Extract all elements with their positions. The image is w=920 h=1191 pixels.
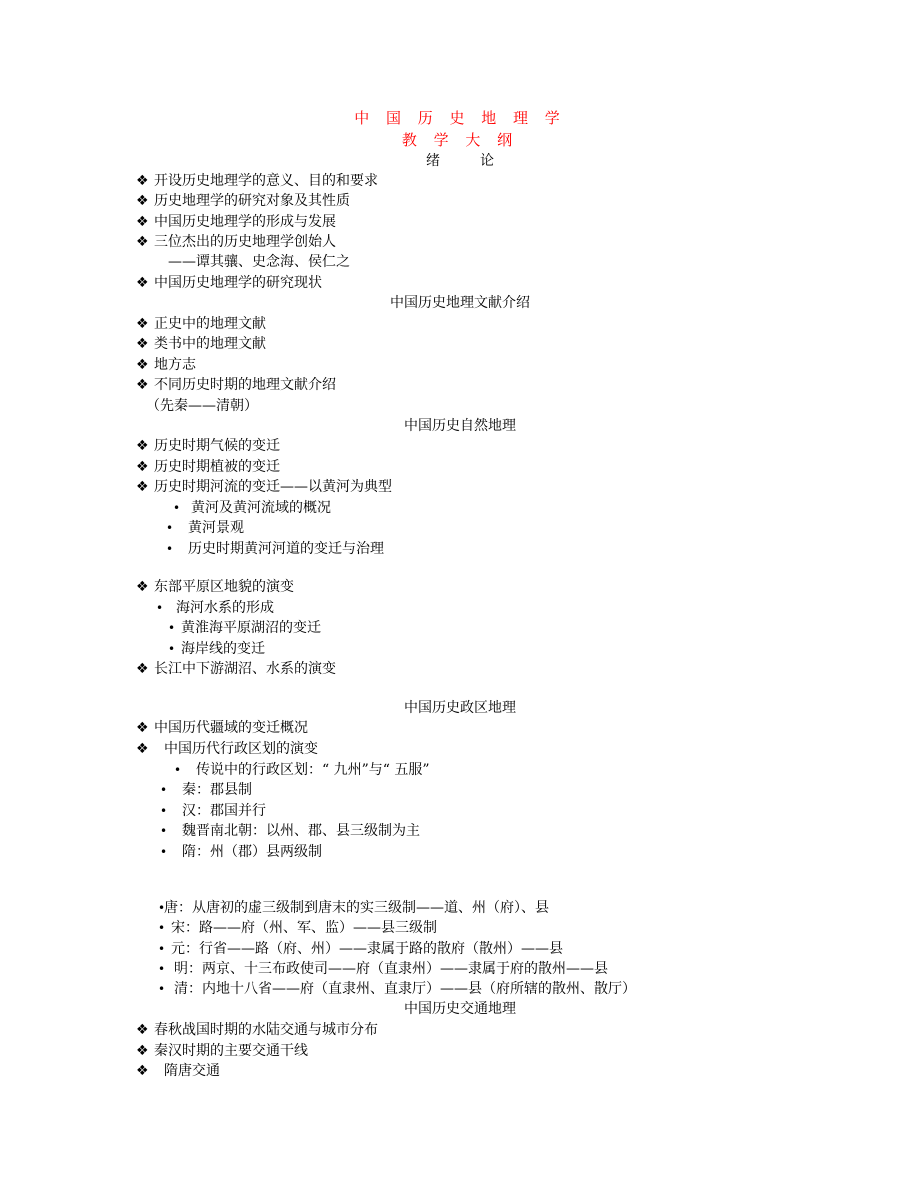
list-item: ❖ 中国历史地理学的研究现状 — [136, 275, 322, 291]
transport-heading: 中国历史交通地理 — [404, 1001, 516, 1017]
bullet-icon: • — [158, 942, 166, 956]
list-item: ❖ 中国历代疆域的变迁概况 — [136, 720, 308, 736]
bullet-icon: • — [160, 845, 168, 859]
diamond-bullet-icon: ❖ — [136, 357, 149, 373]
list-item: • 黄河景观 — [166, 520, 244, 536]
list-item: • 隋：州（郡）县两级制 — [160, 844, 322, 860]
diamond-bullet-icon: ❖ — [136, 275, 149, 291]
list-item: ❖ 开设历史地理学的意义、目的和要求 — [136, 173, 378, 189]
list-item: • 魏晋南北朝：以州、郡、县三级制为主 — [160, 823, 420, 839]
doc-subtitle: 教 学 大 纲 — [401, 131, 519, 149]
doc-title: 中 国 历 史 地 理 学 — [354, 109, 566, 127]
list-item: ❖ 隋唐交通 — [136, 1063, 220, 1079]
list-item: • 历史时期黄河河道的变迁与治理 — [166, 541, 384, 557]
diamond-bullet-icon: ❖ — [136, 438, 149, 454]
list-item: • 元：行省——路（府、州）——隶属于路的散府（散州）——县 — [158, 941, 563, 957]
bullet-icon: • — [168, 642, 176, 656]
diamond-bullet-icon: ❖ — [136, 741, 149, 757]
diamond-bullet-icon: ❖ — [136, 1022, 149, 1038]
list-item: ❖ 长江中下游湖沼、水系的演变 — [136, 661, 336, 677]
list-item: ❖ 地方志 — [136, 357, 196, 373]
intro-heading: 绪 论 — [426, 153, 494, 169]
list-item: • 明：两京、十三布政使司——府（直隶州）——隶属于府的散州——县 — [158, 961, 608, 977]
list-item: ❖ 正史中的地理文献 — [136, 316, 266, 332]
list-item: ❖ 历史时期河流的变迁——以黄河为典型 — [136, 479, 392, 495]
bullet-icon: • — [158, 982, 166, 996]
diamond-bullet-icon: ❖ — [136, 459, 149, 475]
list-item: ❖ 秦汉时期的主要交通干线 — [136, 1043, 308, 1059]
list-item: ❖ 三位杰出的历史地理学创始人 — [136, 234, 336, 250]
diamond-bullet-icon: ❖ — [136, 720, 149, 736]
list-item: ——谭其骧、史念海、侯仁之 — [168, 254, 350, 270]
list-item: ❖ 历史地理学的研究对象及其性质 — [136, 193, 350, 209]
bullet-icon: • — [158, 901, 166, 915]
list-item: ❖ 东部平原区地貌的演变 — [136, 579, 294, 595]
list-item: • 清：内地十八省——府（直隶州、直隶厅）——县（府所辖的散州、散厅） — [158, 981, 636, 997]
diamond-bullet-icon: ❖ — [136, 579, 149, 595]
list-item: ❖ 中国历史地理学的形成与发展 — [136, 214, 336, 230]
list-item: • 汉：郡国并行 — [160, 803, 266, 819]
diamond-bullet-icon: ❖ — [136, 193, 149, 209]
list-item: • 宋：路——府（州、军、监）——县三级制 — [158, 920, 437, 936]
list-item: • 海河水系的形成 — [156, 600, 274, 616]
bullet-icon: • — [156, 601, 164, 615]
diamond-bullet-icon: ❖ — [136, 1063, 149, 1079]
list-item: • 黄河及黄河流域的概况 — [173, 500, 331, 516]
list-item: ❖ 春秋战国时期的水陆交通与城市分布 — [136, 1022, 378, 1038]
diamond-bullet-icon: ❖ — [136, 214, 149, 230]
bullet-icon: • — [158, 921, 166, 935]
list-item: ❖ 历史时期气候的变迁 — [136, 438, 280, 454]
bullet-icon: • — [166, 542, 174, 556]
natural-heading: 中国历史自然地理 — [404, 418, 516, 434]
diamond-bullet-icon: ❖ — [136, 336, 149, 352]
list-item: ❖ 历史时期植被的变迁 — [136, 459, 280, 475]
list-item: ❖ 类书中的地理文献 — [136, 336, 266, 352]
diamond-bullet-icon: ❖ — [136, 661, 149, 677]
diamond-bullet-icon: ❖ — [136, 1043, 149, 1059]
diamond-bullet-icon: ❖ — [136, 377, 149, 393]
list-item: • 黄淮海平原湖沼的变迁 — [168, 620, 321, 636]
bullet-icon: • — [158, 962, 166, 976]
bullet-icon: • — [160, 804, 168, 818]
bullet-icon: • — [160, 824, 168, 838]
bullet-icon: • — [174, 763, 182, 777]
bullet-icon: • — [173, 501, 181, 515]
list-item: •唐：从唐初的虚三级制到唐末的实三级制——道、州（府）、县 — [158, 900, 549, 916]
list-item: • 海岸线的变迁 — [168, 641, 265, 657]
diamond-bullet-icon: ❖ — [136, 173, 149, 189]
bullet-icon: • — [166, 521, 174, 535]
list-item: ❖ 不同历史时期的地理文献介绍 — [136, 377, 336, 393]
diamond-bullet-icon: ❖ — [136, 479, 149, 495]
list-item: （先秦——清朝） — [146, 398, 258, 414]
bullet-icon: • — [168, 621, 176, 635]
list-item: • 秦：郡县制 — [160, 782, 252, 798]
diamond-bullet-icon: ❖ — [136, 316, 149, 332]
diamond-bullet-icon: ❖ — [136, 234, 149, 250]
bullet-icon: • — [160, 783, 168, 797]
list-item: • 传说中的行政区划：“ 九州”与“ 五服” — [174, 762, 430, 778]
political-heading: 中国历史政区地理 — [404, 700, 516, 716]
list-item: ❖ 中国历代行政区划的演变 — [136, 741, 318, 757]
literature-heading: 中国历史地理文献介绍 — [390, 295, 530, 311]
